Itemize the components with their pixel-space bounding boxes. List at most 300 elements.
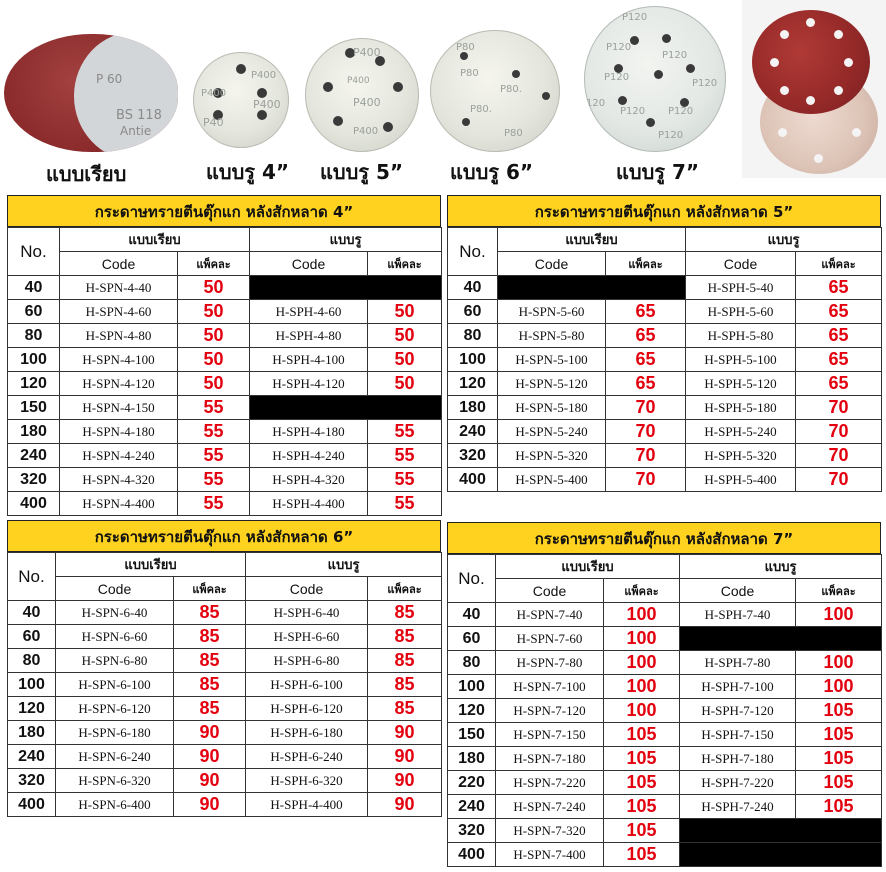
- grit-number: 240: [8, 444, 60, 468]
- pack-qty-hole: 70: [796, 444, 882, 468]
- table-row: [448, 420, 882, 444]
- product-code-flat: H-SPN-7-180: [496, 747, 604, 771]
- header-code: Code: [246, 577, 368, 601]
- product-code-flat: H-SPN-5-80: [498, 324, 606, 348]
- header-hole: แบบรู: [246, 553, 442, 577]
- pack-qty-hole: 85: [368, 697, 442, 721]
- product-code-flat: H-SPN-6-100: [56, 673, 174, 697]
- pack-qty-flat: 55: [178, 468, 250, 492]
- grit-number: 60: [8, 300, 60, 324]
- disc-print: P40: [203, 116, 224, 129]
- pack-qty-hole: 65: [796, 324, 882, 348]
- pack-qty-hole: 105: [796, 747, 882, 771]
- product-code-hole: H-SPH-4-400: [246, 793, 368, 817]
- product-code-flat: H-SPN-5-180: [498, 396, 606, 420]
- grit-number: 150: [8, 396, 60, 420]
- grit-number: 320: [448, 444, 498, 468]
- header-no: No.: [8, 228, 60, 276]
- disc-print: P80.: [500, 84, 522, 95]
- pack-qty-flat: 90: [174, 769, 246, 793]
- header-code: Code: [686, 252, 796, 276]
- table-row: [8, 324, 442, 348]
- table-row: [448, 795, 882, 819]
- product-code-hole: H-SPH-4-60: [250, 300, 368, 324]
- table-row: [448, 675, 882, 699]
- pack-qty-flat: 65: [606, 324, 686, 348]
- pack-qty-hole: 50: [368, 372, 442, 396]
- table-row: [448, 819, 882, 843]
- pack-qty-hole: 55: [368, 444, 442, 468]
- disc-print: P400: [347, 76, 370, 86]
- pack-qty-flat: 50: [178, 348, 250, 372]
- grit-number: 40: [448, 276, 498, 300]
- grit-number: 240: [448, 795, 496, 819]
- table-row: [8, 625, 442, 649]
- flat-disc-image: [4, 34, 178, 152]
- header-per-pack: แพ็คละ: [178, 252, 250, 276]
- product-code-hole: H-SPH-6-120: [246, 697, 368, 721]
- disc-print: BS 118: [116, 108, 162, 123]
- header-flat: แบบเรียบ: [496, 555, 680, 579]
- table-row: [448, 603, 882, 627]
- product-code-flat: H-SPN-6-80: [56, 649, 174, 673]
- grit-number: 120: [8, 697, 56, 721]
- pack-qty-hole: 105: [796, 723, 882, 747]
- table-row: [448, 651, 882, 675]
- product-code-hole: H-SPH-5-320: [686, 444, 796, 468]
- product-code-flat: H-SPN-5-400: [498, 468, 606, 492]
- product-code-hole: H-SPH-7-120: [680, 699, 796, 723]
- grit-number: 60: [448, 300, 498, 324]
- pack-qty-flat: 50: [178, 276, 250, 300]
- pack-qty-hole: 50: [368, 348, 442, 372]
- disc-print: P120: [620, 106, 646, 117]
- product-code-flat: H-SPN-7-150: [496, 723, 604, 747]
- grit-number: 100: [448, 348, 498, 372]
- disc-print: P400: [253, 98, 281, 111]
- grit-number: 400: [8, 492, 60, 516]
- disc-print: P120: [622, 12, 648, 23]
- disc-print: P 60: [96, 72, 123, 86]
- pack-qty-hole: 100: [796, 603, 882, 627]
- product-code-hole: H-SPH-5-240: [686, 420, 796, 444]
- product-code-flat: H-SPN-7-80: [496, 651, 604, 675]
- pack-qty-flat: 55: [178, 444, 250, 468]
- product-code-hole: H-SPH-5-80: [686, 324, 796, 348]
- grit-number: 100: [8, 348, 60, 372]
- product-code-flat: H-SPN-7-220: [496, 771, 604, 795]
- product-code-hole: H-SPH-5-120: [686, 372, 796, 396]
- pack-qty-flat: 85: [174, 601, 246, 625]
- pack-qty-flat: 105: [604, 747, 680, 771]
- pack-qty-flat: 85: [174, 625, 246, 649]
- caption-hole-7: แบบรู 7”: [616, 160, 700, 184]
- pack-qty-hole: 50: [368, 300, 442, 324]
- product-code-hole: H-SPH-4-120: [250, 372, 368, 396]
- table-row: [8, 444, 442, 468]
- pack-qty-flat: 100: [604, 651, 680, 675]
- grit-number: 60: [448, 627, 496, 651]
- header-code: Code: [60, 252, 178, 276]
- product-code-flat: H-SPN-7-400: [496, 843, 604, 867]
- grit-number: 320: [8, 468, 60, 492]
- product-code-flat: H-SPN-4-80: [60, 324, 178, 348]
- table-row: [448, 324, 882, 348]
- product-code-flat: H-SPN-5-100: [498, 348, 606, 372]
- product-code-flat: H-SPN-6-180: [56, 721, 174, 745]
- price-table-5-inch: [447, 195, 881, 492]
- product-code-flat: H-SPN-7-240: [496, 795, 604, 819]
- table-row: [448, 444, 882, 468]
- price-grid: [447, 227, 882, 492]
- pack-qty-flat: 105: [604, 723, 680, 747]
- header-flat: แบบเรียบ: [498, 228, 686, 252]
- product-code-flat: H-SPN-6-120: [56, 697, 174, 721]
- product-code-hole: H-SPH-6-320: [246, 769, 368, 793]
- product-code-hole: H-SPH-5-400: [686, 468, 796, 492]
- price-grid: [7, 227, 442, 516]
- pack-qty-hole: 55: [368, 468, 442, 492]
- pack-qty-hole: 90: [368, 769, 442, 793]
- table-row: [8, 348, 442, 372]
- table-row: [448, 372, 882, 396]
- grit-number: 100: [448, 675, 496, 699]
- header-hole: แบบรู: [686, 228, 882, 252]
- product-code-flat: H-SPN-7-320: [496, 819, 604, 843]
- disc-6-inch-image: [430, 30, 560, 152]
- product-code-flat: H-SPN-4-100: [60, 348, 178, 372]
- price-table-4-inch: [7, 195, 441, 516]
- pack-qty-flat: 90: [174, 793, 246, 817]
- table-row: [8, 721, 442, 745]
- product-code-flat: H-SPN-5-320: [498, 444, 606, 468]
- pack-qty-hole: 90: [368, 793, 442, 817]
- pack-qty-hole: 105: [796, 699, 882, 723]
- product-code-flat: H-SPN-6-320: [56, 769, 174, 793]
- grit-number: 150: [448, 723, 496, 747]
- pack-qty-flat: 90: [174, 745, 246, 769]
- product-code-hole: H-SPH-4-400: [250, 492, 368, 516]
- unavailable-cell: [680, 819, 882, 843]
- pack-qty-flat: 85: [174, 673, 246, 697]
- header-code: Code: [496, 579, 604, 603]
- header-per-pack: แพ็คละ: [606, 252, 686, 276]
- table-title: กระดาษทรายตีนตุ๊กแก หลังสักหลาด 4”: [7, 195, 441, 227]
- product-code-flat: H-SPN-7-120: [496, 699, 604, 723]
- header-no: No.: [8, 553, 56, 601]
- product-code-hole: H-SPH-6-60: [246, 625, 368, 649]
- pack-qty-flat: 50: [178, 324, 250, 348]
- product-code-hole: H-SPH-6-40: [246, 601, 368, 625]
- grit-number: 400: [448, 468, 498, 492]
- grit-number: 400: [448, 843, 496, 867]
- product-code-flat: H-SPN-4-320: [60, 468, 178, 492]
- product-code-hole: H-SPH-7-80: [680, 651, 796, 675]
- price-grid: [7, 552, 442, 817]
- product-code-flat: H-SPN-5-120: [498, 372, 606, 396]
- disc-print: P120: [604, 72, 630, 83]
- pack-qty-flat: 50: [178, 300, 250, 324]
- product-code-flat: H-SPN-4-40: [60, 276, 178, 300]
- table-title: กระดาษทรายตีนตุ๊กแก หลังสักหลาด 6”: [7, 520, 441, 552]
- caption-flat: แบบเรียบ: [46, 162, 127, 186]
- product-code-flat: H-SPN-6-240: [56, 745, 174, 769]
- disc-print: P400: [353, 46, 381, 59]
- grit-number: 40: [8, 276, 60, 300]
- product-code-flat: H-SPN-7-100: [496, 675, 604, 699]
- product-code-hole: H-SPH-4-180: [250, 420, 368, 444]
- pack-qty-hole: 70: [796, 468, 882, 492]
- product-code-flat: H-SPN-6-60: [56, 625, 174, 649]
- product-code-hole: H-SPH-6-180: [246, 721, 368, 745]
- price-grid: [447, 554, 882, 867]
- disc-print: P120: [668, 106, 694, 117]
- table-row: [448, 396, 882, 420]
- grit-number: 80: [8, 324, 60, 348]
- header-code: Code: [680, 579, 796, 603]
- caption-hole-5: แบบรู 5”: [320, 160, 404, 184]
- pack-qty-flat: 55: [178, 492, 250, 516]
- product-code-hole: H-SPH-4-80: [250, 324, 368, 348]
- table-row: [8, 745, 442, 769]
- disc-print: 120: [586, 98, 606, 109]
- table-row: [448, 348, 882, 372]
- pack-qty-flat: 105: [604, 795, 680, 819]
- pack-qty-hole: 85: [368, 649, 442, 673]
- disc-print: Antie: [120, 124, 152, 138]
- pack-qty-flat: 65: [606, 372, 686, 396]
- pack-qty-flat: 70: [606, 396, 686, 420]
- grit-number: 80: [448, 324, 498, 348]
- grit-number: 120: [8, 372, 60, 396]
- product-code-hole: H-SPH-5-180: [686, 396, 796, 420]
- header-flat: แบบเรียบ: [60, 228, 250, 252]
- table-row: [448, 276, 882, 300]
- header-code: Code: [56, 577, 174, 601]
- table-row: [448, 699, 882, 723]
- unavailable-cell: [250, 396, 442, 420]
- product-code-hole: H-SPH-4-100: [250, 348, 368, 372]
- pack-qty-flat: 55: [178, 420, 250, 444]
- product-code-hole: H-SPH-4-320: [250, 468, 368, 492]
- disc-print: P80: [504, 128, 523, 139]
- product-code-hole: H-SPH-5-40: [686, 276, 796, 300]
- table-row: [448, 747, 882, 771]
- product-code-hole: H-SPH-5-60: [686, 300, 796, 324]
- disc-print: P400: [353, 96, 381, 109]
- table-row: [8, 492, 442, 516]
- disc-5-inch-image: [305, 38, 419, 152]
- product-code-flat: H-SPN-7-60: [496, 627, 604, 651]
- disc-print: P80.: [470, 104, 492, 115]
- pack-qty-hole: 90: [368, 745, 442, 769]
- pack-qty-flat: 100: [604, 627, 680, 651]
- pack-qty-flat: 65: [606, 300, 686, 324]
- pack-qty-flat: 65: [606, 348, 686, 372]
- disc-print: P80: [456, 42, 475, 53]
- pack-qty-hole: 70: [796, 396, 882, 420]
- grit-number: 60: [8, 625, 56, 649]
- grit-number: 320: [8, 769, 56, 793]
- product-code-hole: H-SPH-7-40: [680, 603, 796, 627]
- grit-number: 240: [448, 420, 498, 444]
- pack-qty-hole: 65: [796, 276, 882, 300]
- pack-qty-flat: 70: [606, 420, 686, 444]
- pack-qty-flat: 100: [604, 699, 680, 723]
- product-code-hole: H-SPH-6-100: [246, 673, 368, 697]
- product-code-flat: H-SPN-4-150: [60, 396, 178, 420]
- grit-number: 120: [448, 372, 498, 396]
- disc-print: P120: [692, 78, 718, 89]
- disc-7-inch-image: [584, 6, 726, 152]
- product-code-flat: H-SPN-4-120: [60, 372, 178, 396]
- pack-qty-hole: 55: [368, 492, 442, 516]
- table-row: [8, 697, 442, 721]
- pack-qty-flat: 105: [604, 819, 680, 843]
- pack-qty-flat: 105: [604, 771, 680, 795]
- product-code-hole: H-SPH-7-180: [680, 747, 796, 771]
- product-code-hole: H-SPH-6-80: [246, 649, 368, 673]
- grit-number: 40: [448, 603, 496, 627]
- product-code-hole: H-SPH-4-240: [250, 444, 368, 468]
- header-no: No.: [448, 555, 496, 603]
- product-code-flat: H-SPN-4-60: [60, 300, 178, 324]
- table-row: [448, 723, 882, 747]
- pack-qty-hole: 100: [796, 651, 882, 675]
- pack-qty-flat: 70: [606, 468, 686, 492]
- table-title: กระดาษทรายตีนตุ๊กแก หลังสักหลาด 7”: [447, 522, 881, 554]
- pack-qty-flat: 55: [178, 396, 250, 420]
- table-row: [8, 420, 442, 444]
- product-code-hole: H-SPH-6-240: [246, 745, 368, 769]
- disc-print: P80: [460, 68, 479, 79]
- product-code-hole: H-SPH-7-100: [680, 675, 796, 699]
- pack-qty-hole: 65: [796, 372, 882, 396]
- pack-qty-hole: 105: [796, 771, 882, 795]
- product-code-flat: H-SPN-6-400: [56, 793, 174, 817]
- table-row: [8, 673, 442, 697]
- grit-number: 180: [8, 721, 56, 745]
- pack-qty-hole: 65: [796, 348, 882, 372]
- pack-qty-flat: 100: [604, 603, 680, 627]
- price-table-7-inch: [447, 522, 881, 867]
- product-code-hole: H-SPH-7-240: [680, 795, 796, 819]
- pack-qty-hole: 50: [368, 324, 442, 348]
- product-code-hole: H-SPH-5-100: [686, 348, 796, 372]
- product-code-flat: H-SPN-6-40: [56, 601, 174, 625]
- header-per-pack: แพ็คละ: [174, 577, 246, 601]
- grit-number: 120: [448, 699, 496, 723]
- table-row: [448, 468, 882, 492]
- disc-print: P400: [201, 88, 227, 99]
- grit-number: 100: [8, 673, 56, 697]
- table-row: [448, 300, 882, 324]
- product-code-flat: H-SPN-4-180: [60, 420, 178, 444]
- caption-hole-6: แบบรู 6”: [450, 160, 534, 184]
- table-title: กระดาษทรายตีนตุ๊กแก หลังสักหลาด 5”: [447, 195, 881, 227]
- table-row: [8, 769, 442, 793]
- header-per-pack: แพ็คละ: [368, 252, 442, 276]
- disc-4-inch-image: [193, 52, 289, 148]
- disc-print: P120: [662, 50, 688, 61]
- grit-number: 40: [8, 601, 56, 625]
- pack-qty-flat: 100: [604, 675, 680, 699]
- table-row: [8, 372, 442, 396]
- unavailable-cell: [498, 276, 686, 300]
- pack-qty-hole: 100: [796, 675, 882, 699]
- product-code-flat: H-SPN-5-60: [498, 300, 606, 324]
- unavailable-cell: [250, 276, 442, 300]
- grit-number: 180: [8, 420, 60, 444]
- table-row: [8, 793, 442, 817]
- grit-number: 320: [448, 819, 496, 843]
- disc-print: P120: [658, 130, 684, 141]
- header-hole: แบบรู: [250, 228, 442, 252]
- header-code: Code: [498, 252, 606, 276]
- product-code-flat: H-SPN-7-40: [496, 603, 604, 627]
- table-row: [448, 627, 882, 651]
- header-per-pack: แพ็คละ: [604, 579, 680, 603]
- pack-qty-hole: 105: [796, 795, 882, 819]
- header-no: No.: [448, 228, 498, 276]
- pack-qty-flat: 105: [604, 843, 680, 867]
- pack-qty-hole: 70: [796, 420, 882, 444]
- grit-number: 80: [8, 649, 56, 673]
- header-per-pack: แพ็คละ: [796, 579, 882, 603]
- product-code-flat: H-SPN-5-240: [498, 420, 606, 444]
- table-row: [8, 396, 442, 420]
- table-row: [448, 771, 882, 795]
- product-code-flat: H-SPN-4-240: [60, 444, 178, 468]
- header-flat: แบบเรียบ: [56, 553, 246, 577]
- table-row: [8, 300, 442, 324]
- grit-number: 220: [448, 771, 496, 795]
- header-per-pack: แพ็คละ: [796, 252, 882, 276]
- table-row: [8, 649, 442, 673]
- disc-print: P120: [606, 42, 632, 53]
- grit-number: 240: [8, 745, 56, 769]
- pack-qty-hole: 85: [368, 673, 442, 697]
- unavailable-cell: [680, 843, 882, 867]
- unavailable-cell: [680, 627, 882, 651]
- grit-number: 80: [448, 651, 496, 675]
- table-row: [8, 468, 442, 492]
- pack-qty-hole: 90: [368, 721, 442, 745]
- disc-print: P400: [353, 126, 379, 137]
- product-code-hole: H-SPH-7-150: [680, 723, 796, 747]
- caption-hole-4: แบบรู 4”: [206, 160, 290, 184]
- disc-print: P400: [251, 70, 277, 81]
- grit-number: 180: [448, 747, 496, 771]
- price-table-6-inch: [7, 520, 441, 817]
- table-row: [8, 276, 442, 300]
- header-code: Code: [250, 252, 368, 276]
- pack-qty-hole: 65: [796, 300, 882, 324]
- stacked-discs-image: [742, 0, 886, 178]
- table-row: [8, 601, 442, 625]
- product-code-flat: H-SPN-4-400: [60, 492, 178, 516]
- pack-qty-flat: 90: [174, 721, 246, 745]
- pack-qty-flat: 85: [174, 697, 246, 721]
- table-row: [448, 843, 882, 867]
- product-code-hole: H-SPH-7-220: [680, 771, 796, 795]
- pack-qty-hole: 85: [368, 601, 442, 625]
- grit-number: 400: [8, 793, 56, 817]
- pack-qty-hole: 55: [368, 420, 442, 444]
- pack-qty-flat: 70: [606, 444, 686, 468]
- pack-qty-hole: 85: [368, 625, 442, 649]
- grit-number: 180: [448, 396, 498, 420]
